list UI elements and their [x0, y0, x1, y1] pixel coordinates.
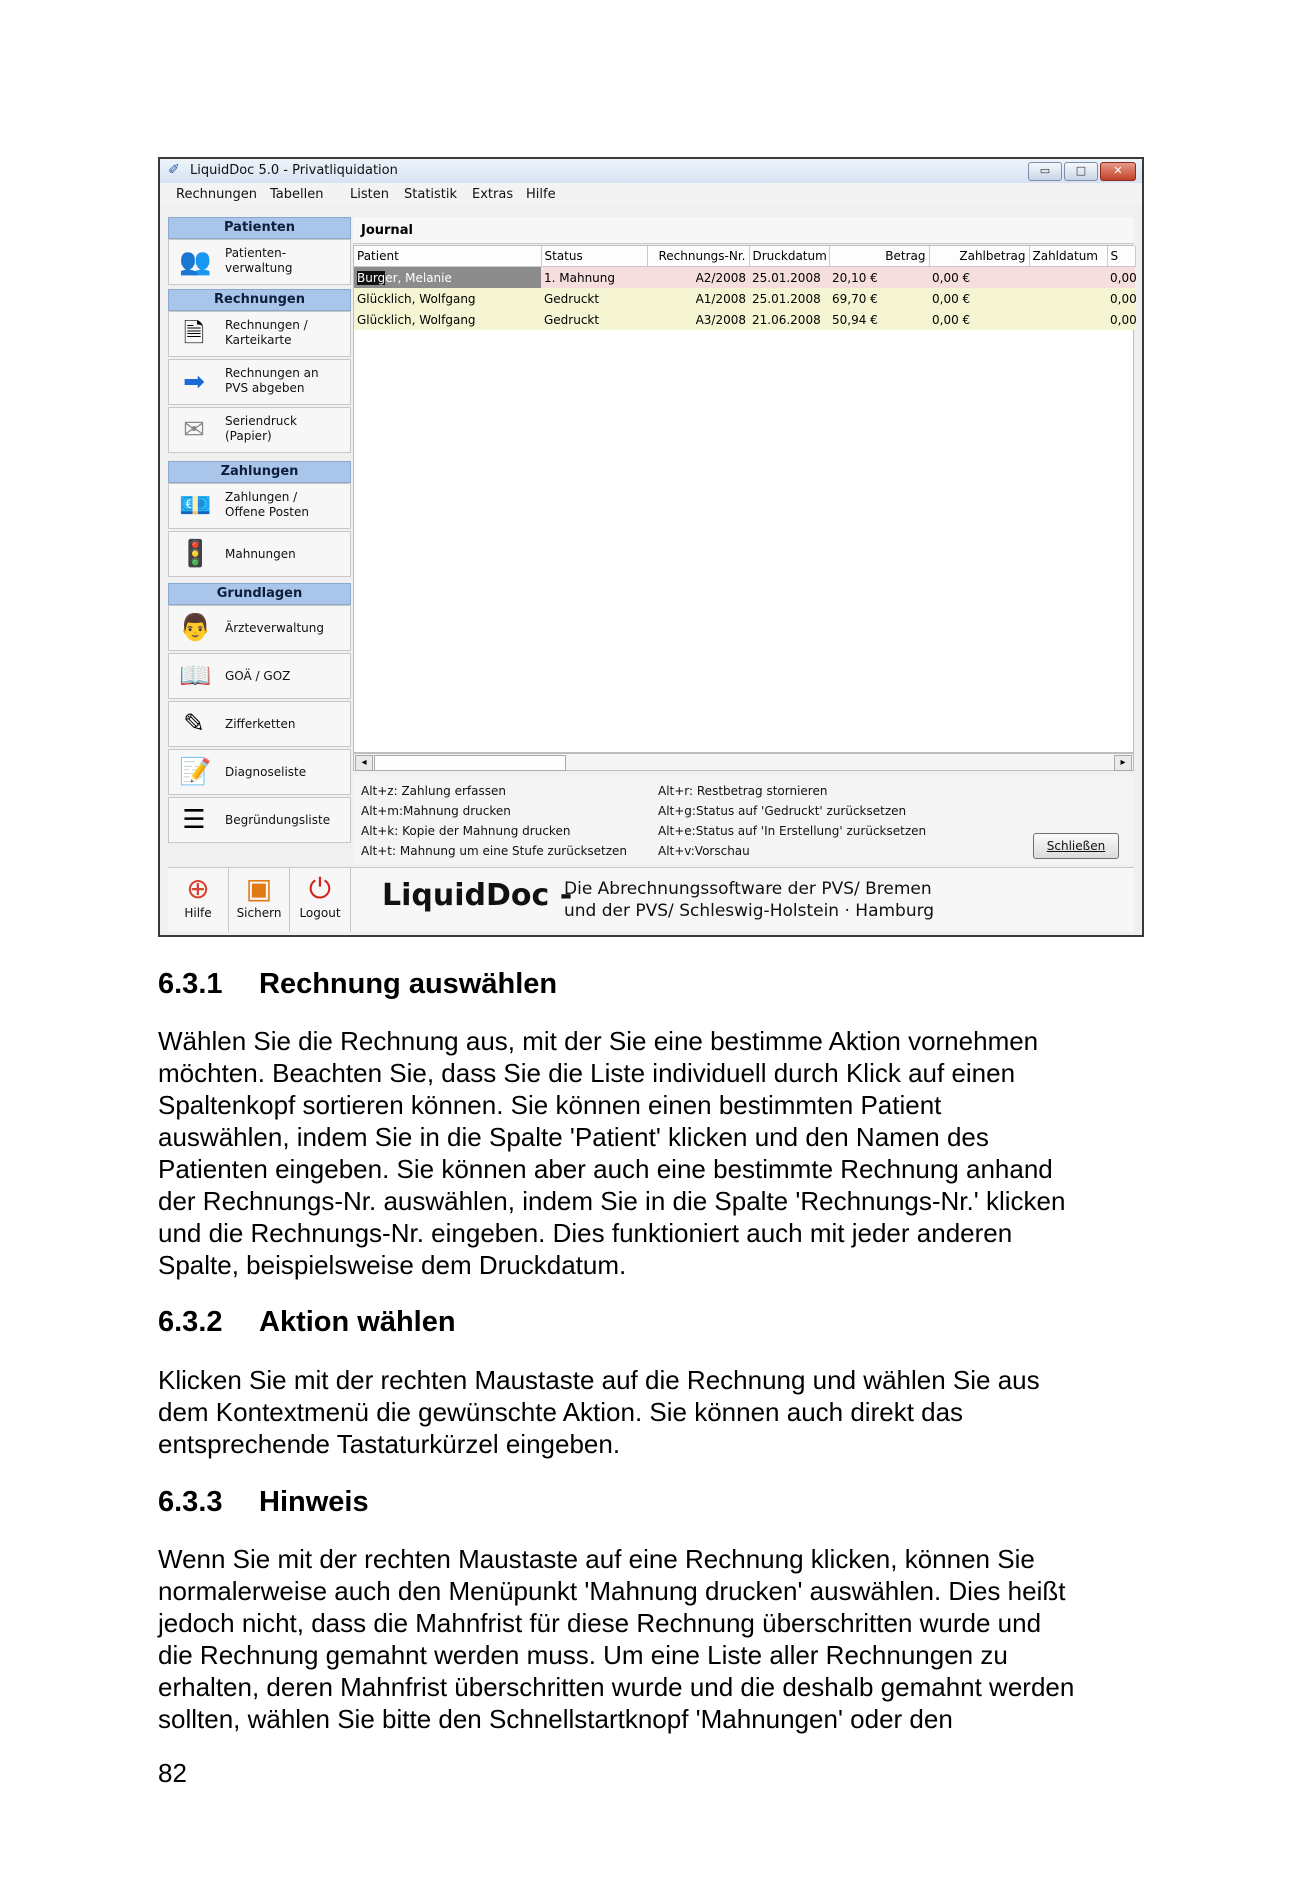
text-line: sollten, wählen Sie bitte den Schnellstartknopf 'Mahnungen' oder den — [158, 1704, 953, 1734]
section-rechnungen: Rechnungen — [168, 289, 351, 311]
heading-6-3-1 — [158, 968, 557, 1001]
table-row[interactable] — [354, 309, 1135, 330]
shortcut-text: Alt+t: Mahnung um eine Stufe zurücksetzen — [361, 844, 628, 858]
brand-tagline-1: Die Abrechnungssoftware der PVS/ Bremen — [564, 879, 932, 899]
cell-s: 0,00 — [1107, 288, 1135, 309]
scroll-left-icon[interactable]: ◂ — [355, 755, 373, 771]
sidebar-item-mahnungen[interactable] — [168, 531, 351, 577]
notepad-icon: 📝 — [179, 757, 212, 787]
menu-rechnungen[interactable]: Rechnungen — [176, 187, 258, 202]
sidebar-item-rechnungen-pvs[interactable] — [168, 359, 351, 405]
col-druckdatum[interactable]: Druckdatum — [749, 246, 829, 267]
text-line: dem Kontextmenü die gewünschte Aktion. Sie können auch direkt das — [158, 1397, 964, 1427]
cell-betrag: 50,94 € — [829, 309, 929, 330]
title-bar — [160, 159, 1142, 184]
text-line: Wählen Sie die Rechnung aus, mit der Sie eine bestimme Aktion vornehmen — [158, 1026, 1039, 1056]
sidebar-item-seriendruck[interactable] — [168, 407, 351, 453]
sidebar-item-label: Seriendruck (Papier) — [225, 414, 297, 443]
lifejacket-icon: ▣ — [245, 872, 273, 905]
sidebar-item-label: GOÄ / GOZ — [225, 669, 291, 683]
text-line: Spaltenkopf sortieren können. Sie können einen bestimmten Patient — [158, 1090, 942, 1120]
text-line: und die Rechnungs-Nr. eingeben. Dies funktioniert auch mit jeder anderen — [158, 1218, 1013, 1248]
section-patienten: Patienten — [168, 217, 351, 239]
menu-listen[interactable]: Listen — [350, 187, 389, 202]
sidebar-item-label: Ärzteverwaltung — [225, 621, 324, 635]
cell-s: 0,00 — [1107, 309, 1135, 330]
shortcut-panel — [353, 775, 1134, 865]
cell-zahldatum — [1029, 309, 1107, 330]
section-zahlungen: Zahlungen — [168, 461, 351, 483]
hilfe-label: Hilfe — [184, 906, 212, 920]
text-line: entsprechende Tastaturkürzel eingeben. — [158, 1429, 621, 1459]
text-line: Wenn Sie mit der rechten Maustaste auf eine Rechnung klicken, können Sie — [158, 1544, 1035, 1574]
sidebar-item-diagnoseliste[interactable] — [168, 749, 351, 795]
cell-patient[interactable] — [354, 267, 541, 289]
shortcut-text: Alt+z: Zahlung erfassen — [361, 784, 507, 798]
cell-betrag: 20,10 € — [829, 267, 929, 289]
text-line: möchten. Beachten Sie, dass Sie die Liste individuell durch Klick auf einen — [158, 1058, 1016, 1088]
section-grundlagen: Grundlagen — [168, 583, 351, 605]
heading-6-3-2 — [158, 1306, 456, 1339]
cell-patient: Glücklich, Wolfgang — [354, 309, 541, 330]
patient-rest: er, Melanie — [385, 270, 452, 285]
cell-zahldatum — [1029, 288, 1107, 309]
table-row[interactable] — [354, 267, 1135, 289]
text-line: auswählen, indem Sie in die Spalte 'Patient' klicken und den Namen des — [158, 1122, 989, 1152]
sidebar-item-goa-goz[interactable] — [168, 653, 351, 699]
col-zahlbetrag[interactable]: Zahlbetrag — [929, 246, 1029, 267]
sidebar-item-label: Zifferketten — [225, 717, 296, 731]
sidebar-item-label: Begründungsliste — [225, 813, 331, 827]
cell-patient: Glücklich, Wolfgang — [354, 288, 541, 309]
col-rechnungs-nr[interactable]: Rechnungs-Nr. — [647, 246, 749, 267]
sidebar-item-label: Patienten- verwaltung — [225, 246, 293, 275]
shortcut-text: Alt+g:Status auf 'Gedruckt' zurücksetzen — [658, 804, 907, 818]
cell-druckdatum: 25.01.2008 — [749, 267, 829, 289]
app-window — [158, 157, 1144, 937]
horizontal-scrollbar[interactable] — [353, 753, 1134, 771]
text-line: normalerweise auch den Menüpunkt 'Mahnung drucken' auswählen. Dies heißt — [158, 1576, 1066, 1606]
shortcut-text: Alt+r: Restbetrag stornieren — [658, 784, 828, 798]
maximize-button[interactable]: □ — [1064, 162, 1098, 181]
heading-title: Hinweis — [259, 1486, 369, 1518]
cell-nr: A3/2008 — [647, 309, 749, 330]
journal-grid — [353, 245, 1137, 753]
heading-number: 6.3.3 — [158, 1486, 223, 1518]
shortcut-text: Alt+v:Vorschau — [658, 844, 750, 858]
text-line: die Rechnung gemahnt werden muss. Um eine Liste aller Rechnungen zu — [158, 1640, 1008, 1670]
logout-label: Logout — [299, 906, 341, 920]
patients-icon: 👥 — [179, 247, 212, 277]
sidebar-item-rechnungen-karteikarte[interactable] — [168, 311, 351, 357]
menu-extras[interactable]: Extras — [472, 187, 514, 202]
col-zahldatum[interactable]: Zahldatum — [1029, 246, 1107, 267]
cell-nr: A1/2008 — [647, 288, 749, 309]
menu-tabellen[interactable]: Tabellen — [270, 187, 324, 202]
cell-nr: A2/2008 — [647, 267, 749, 289]
minimize-button[interactable]: ▭ — [1028, 162, 1062, 181]
logout-button[interactable] — [290, 868, 351, 932]
close-window-button[interactable]: ✕ — [1100, 162, 1136, 181]
page-number: 82 — [158, 1758, 187, 1788]
sichern-button[interactable] — [229, 868, 290, 932]
col-s[interactable]: S — [1107, 246, 1135, 267]
heading-title: Rechnung auswählen — [259, 968, 558, 1000]
paragraph-6-3-1 — [158, 1025, 1148, 1281]
list-icon: ☰ — [182, 805, 206, 835]
text-line: Klicken Sie mit der rechten Maustaste auf die Rechnung und wählen Sie aus — [158, 1365, 1040, 1395]
brand-name: LiquidDoc - — [382, 878, 573, 913]
pencil-icon: ✎ — [183, 709, 205, 739]
table-row[interactable] — [354, 288, 1135, 309]
cell-druckdatum: 21.06.2008 — [749, 309, 829, 330]
text-line: Patienten eingeben. Sie können aber auch eine bestimmte Rechnung anhand — [158, 1154, 1053, 1184]
sichern-label: Sichern — [236, 906, 282, 920]
sidebar — [168, 217, 351, 863]
cell-s: 0,00 — [1107, 267, 1135, 289]
heading-title: Aktion wählen — [259, 1306, 456, 1338]
sidebar-item-zifferketten[interactable] — [168, 701, 351, 747]
shortcut-text: Alt+e:Status auf 'In Erstellung' zurücksetzen — [658, 824, 927, 838]
brand-tagline-2: und der PVS/ Schleswig-Holstein · Hamburg — [564, 901, 935, 921]
typed-text: Burg — [357, 270, 386, 285]
text-line: erhalten, deren Mahnfrist überschritten wurde und die deshalb gemahnt werden — [158, 1672, 1075, 1702]
hilfe-button[interactable] — [168, 868, 229, 932]
book-icon: 📖 — [179, 661, 212, 691]
sidebar-item-label: Zahlungen / Offene Posten — [225, 490, 309, 519]
sidebar-item-label: Rechnungen an PVS abgeben — [225, 366, 319, 395]
app-logo-icon: ✐ — [168, 162, 180, 178]
sidebar-item-label: Mahnungen — [225, 547, 296, 561]
table-header-row — [354, 246, 1135, 267]
bottom-bar — [168, 867, 1134, 932]
traffic-light-icon: 🚦 — [179, 539, 212, 569]
sidebar-item-zahlungen[interactable] — [168, 483, 351, 529]
scroll-right-icon[interactable]: ▸ — [1114, 755, 1132, 771]
cell-status: Gedruckt — [541, 309, 647, 330]
heading-6-3-3 — [158, 1486, 369, 1519]
col-betrag[interactable]: Betrag — [829, 246, 929, 267]
col-status[interactable]: Status — [541, 246, 647, 267]
journal-table — [354, 246, 1136, 330]
heading-number: 6.3.1 — [158, 968, 223, 1000]
envelope-icon: ✉ — [183, 415, 205, 445]
menu-hilfe[interactable]: Hilfe — [526, 187, 556, 202]
sidebar-item-aerzteverwaltung[interactable] — [168, 605, 351, 651]
cell-druckdatum: 25.01.2008 — [749, 288, 829, 309]
lifebuoy-icon: ⊕ — [186, 872, 210, 905]
sidebar-item-label: Diagnoseliste — [225, 765, 307, 779]
doctor-icon: 👨 — [179, 613, 212, 643]
paragraph-6-3-2 — [158, 1364, 1148, 1460]
schliessen-button[interactable]: Schließen — [1033, 833, 1119, 859]
heading-number: 6.3.2 — [158, 1306, 223, 1338]
money-icon: 💶 — [179, 491, 212, 521]
arrow-right-icon: ➡ — [183, 367, 205, 397]
text-line: Spalte, beispielsweise dem Druckdatum. — [158, 1250, 627, 1280]
col-patient[interactable]: Patient — [354, 246, 541, 267]
shortcut-text: Alt+k: Kopie der Mahnung drucken — [361, 824, 571, 838]
sidebar-item-label: Rechnungen / Karteikarte — [225, 318, 308, 347]
cell-betrag: 69,70 € — [829, 288, 929, 309]
text-line: jedoch nicht, dass die Mahnfrist für diese Rechnung überschritten wurde und — [158, 1608, 1042, 1638]
menu-bar — [160, 183, 1142, 205]
cell-zahldatum — [1029, 267, 1107, 289]
paragraph-6-3-3 — [158, 1543, 1148, 1735]
sidebar-item-begruendungsliste[interactable] — [168, 797, 351, 843]
sidebar-item-patientenverwaltung[interactable] — [168, 239, 351, 285]
cell-zahlbetrag: 0,00 € — [929, 288, 1029, 309]
cell-status: 1. Mahnung — [541, 267, 647, 289]
cell-zahlbetrag: 0,00 € — [929, 267, 1029, 289]
cell-zahlbetrag: 0,00 € — [929, 309, 1029, 330]
journal-header — [353, 217, 1134, 244]
shortcut-text: Alt+m:Mahnung drucken — [361, 804, 511, 818]
document-icon: 🗎 — [183, 319, 205, 349]
scroll-thumb[interactable] — [374, 755, 566, 771]
menu-statistik[interactable]: Statistik — [404, 187, 458, 202]
window-title: LiquidDoc 5.0 - Privatliquidation — [190, 163, 398, 178]
cell-status: Gedruckt — [541, 288, 647, 309]
text-line: der Rechnungs-Nr. auswählen, indem Sie in die Spalte 'Rechnungs-Nr.' klicken — [158, 1186, 1066, 1216]
journal-panel — [353, 217, 1137, 863]
journal-title: Journal — [361, 223, 413, 238]
power-icon: ⏻ — [308, 872, 332, 905]
